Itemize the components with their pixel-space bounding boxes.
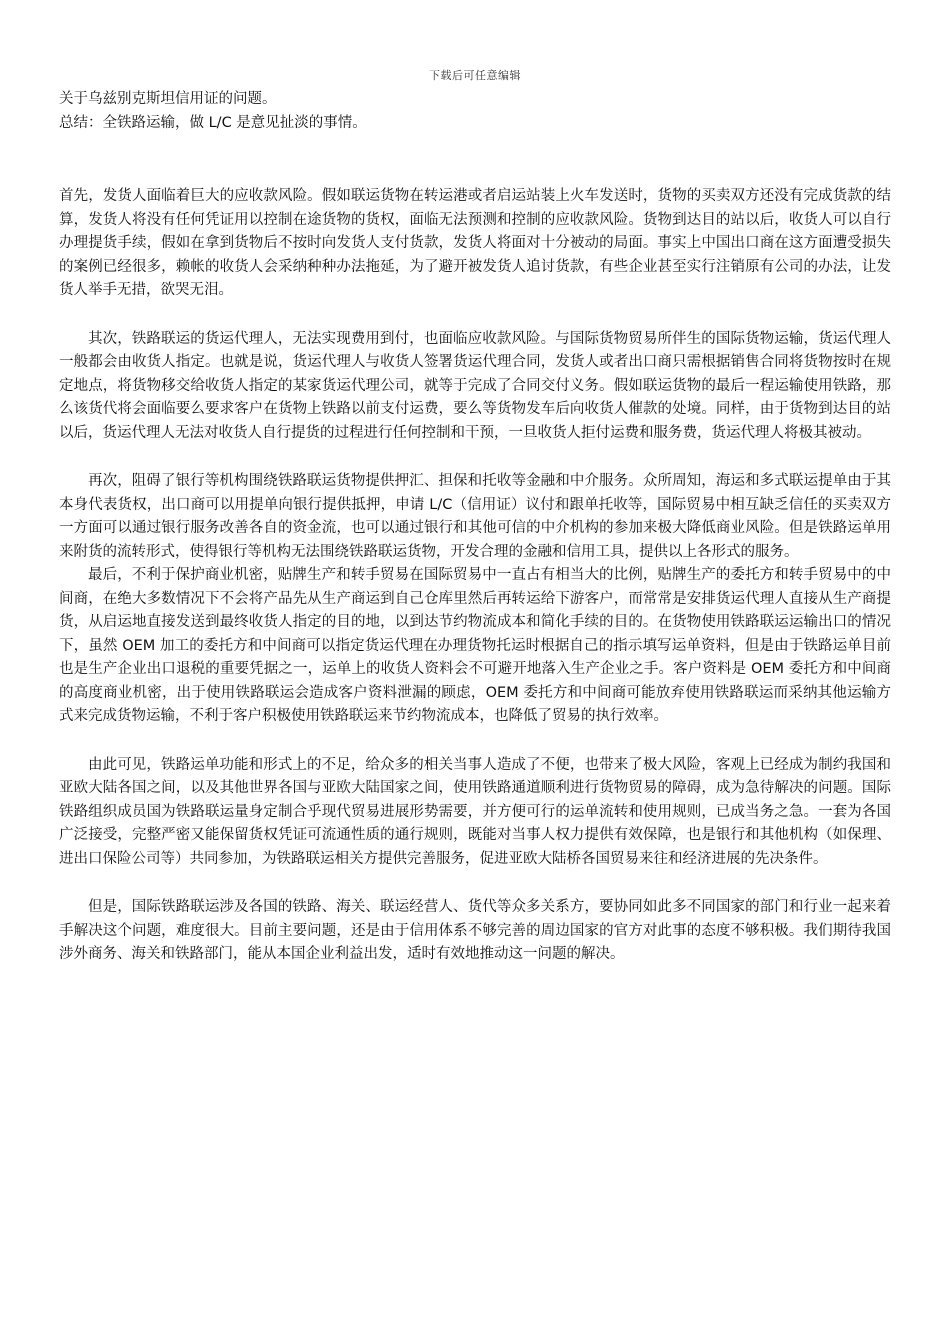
paragraph-second: 其次，铁路联运的货运代理人，无法实现费用到付，也面临应收款风险。与国际货物贸易所伴生的国际货物运输，货运代理人一般都会由收货人指定。也就是说，货运代理人与收货人签署货运代理合同，发货人或者出口商只需根据销售合同将货物按时在规定地点，将货物移交给收货人指定的某家货运代理公司，就等于完成了合同交付义务。假如联运货物的最后一程运输使用铁路，那么该货代将会面临要么要求客户在货物上铁路以前支付运费，要么等货物发车后向收货人催款的处境。同样，由于货物到达目的站以后，货运代理人无法对收货人自行提货的过程进行任何控制和干预，一旦收货人拒付运费和服务费，货运代理人将极其被动。: [59, 330, 891, 441]
document-title: 关于乌兹别克斯坦信用证的问题。: [59, 91, 277, 107]
paragraph-fourth: 最后，不利于保护商业机密，贴牌生产和转手贸易在国际贸易中一直占有相当大的比例，贴牌生产的委托方和转手贸易中的中间商，在绝大多数情况下不会将产品先从生产商运到自己仓库里然后再转运给下游客户，而常常是安排货运代理人直接从生产商提货，从启运地直接发送到最终收货人指定的目的地，以到达节约物流成本和简化手续的目的。在货物使用铁路联运运输出口的情况下，虽然 OEM 加工的委托方和中间商可以指定货运代理在办理货物托运时根据自己的指示填写运单资料，但是由于铁路运单目前也是生产企业出口退税的重要凭据之一，运单上的收货人资料会不可避开地落入生产企业之手。客户资料是 OEM 委托方和中间商的高度商业机密，出于使用铁路联运会造成客户资料泄漏的顾虑，OEM 委托方和中间商可能放弃使用铁路联运而采纳其他运输方式来完成货物运输，不利于客户积极使用铁路联运来节约物流成本，也降低了贸易的执行效率。: [59, 567, 891, 724]
paragraph-first: 首先，发货人面临着巨大的应收款风险。假如联运货物在转运港或者启运站装上火车发送时，货物的买卖双方还没有完成货款的结算，发货人将没有任何凭证用以控制在途货物的货权，面临无法预测和控制的应收款风险。货物到达目的站以后，收货人可以自行办理提货手续，假如在拿到货物后不按时向发货人支付货款，发货人将面对十分被动的局面。事实上中国出口商在这方面遭受损失的案例已经很多，赖帐的收货人会采纳种种办法拖延，为了避开被发货人追讨货款，有些企业甚至实行注销原有公司的办法，让发货人举手无措，欲哭无泪。: [59, 188, 891, 298]
paragraph-conclusion: 由此可见，铁路运单功能和形式上的不足，给众多的相关当事人造成了不便，也带来了极大风险，客观上已经成为制约我国和亚欧大陆各国之间，以及其他世界各国与亚欧大陆国家之间，使用铁路通道顺利进行货物贸易的障碍，成为急待解决的问题。国际铁路组织成员国为铁路联运量身定制合乎现代贸易进展形势需要，并方便可行的运单流转和使用规则，已成当务之急。一套为各国广泛接受，完整严密又能保留货权凭证可流通性质的通行规则，既能对当事人权力提供有效保障，也是银行和其他机构（如保理、进出口保险公司等）共同参加，为铁路联运相关方提供完善服务，促进亚欧大陆桥各国贸易来往和经济进展的先决条件。: [59, 756, 891, 867]
paragraph-third: 再次，阻碍了银行等机构围绕铁路联运货物提供押汇、担保和托收等金融和中介服务。众所周知，海运和多式联运提单由于其本身代表货权，出口商可以用提单向银行提供抵押，申请 L/C（信用证）议付和跟单托收等，国际贸易中相互缺乏信任的买卖双方一方面可以通过银行服务改善各自的资金流，也可以通过银行和其他可信的中介机构的参加来极大降低商业风险。但是铁路运单用来附货的流转形式，使得银行等机构无法围绕铁路联运货物，开发合理的金融和信用工具，提供以上各形式的服务。: [59, 473, 891, 560]
document-summary: 总结：全铁路运输，做 L/C 是意见扯淡的事情。: [59, 114, 367, 131]
page-header: 下载后可任意编辑: [429, 69, 521, 82]
document-body: [59, 88, 891, 967]
paragraph-final: 但是，国际铁路联运涉及各国的铁路、海关、联运经营人、货代等众多关系方，要协同如此多不同国家的部门和行业一起来着手解决这个问题，难度很大。目前主要问题，还是由于信用体系不够完善的周边国家的官方对此事的态度不够积极。我们期待我国涉外商务、海关和铁路部门，能从本国企业利益出发，适时有效地推动这一问题的解决。: [59, 899, 891, 962]
